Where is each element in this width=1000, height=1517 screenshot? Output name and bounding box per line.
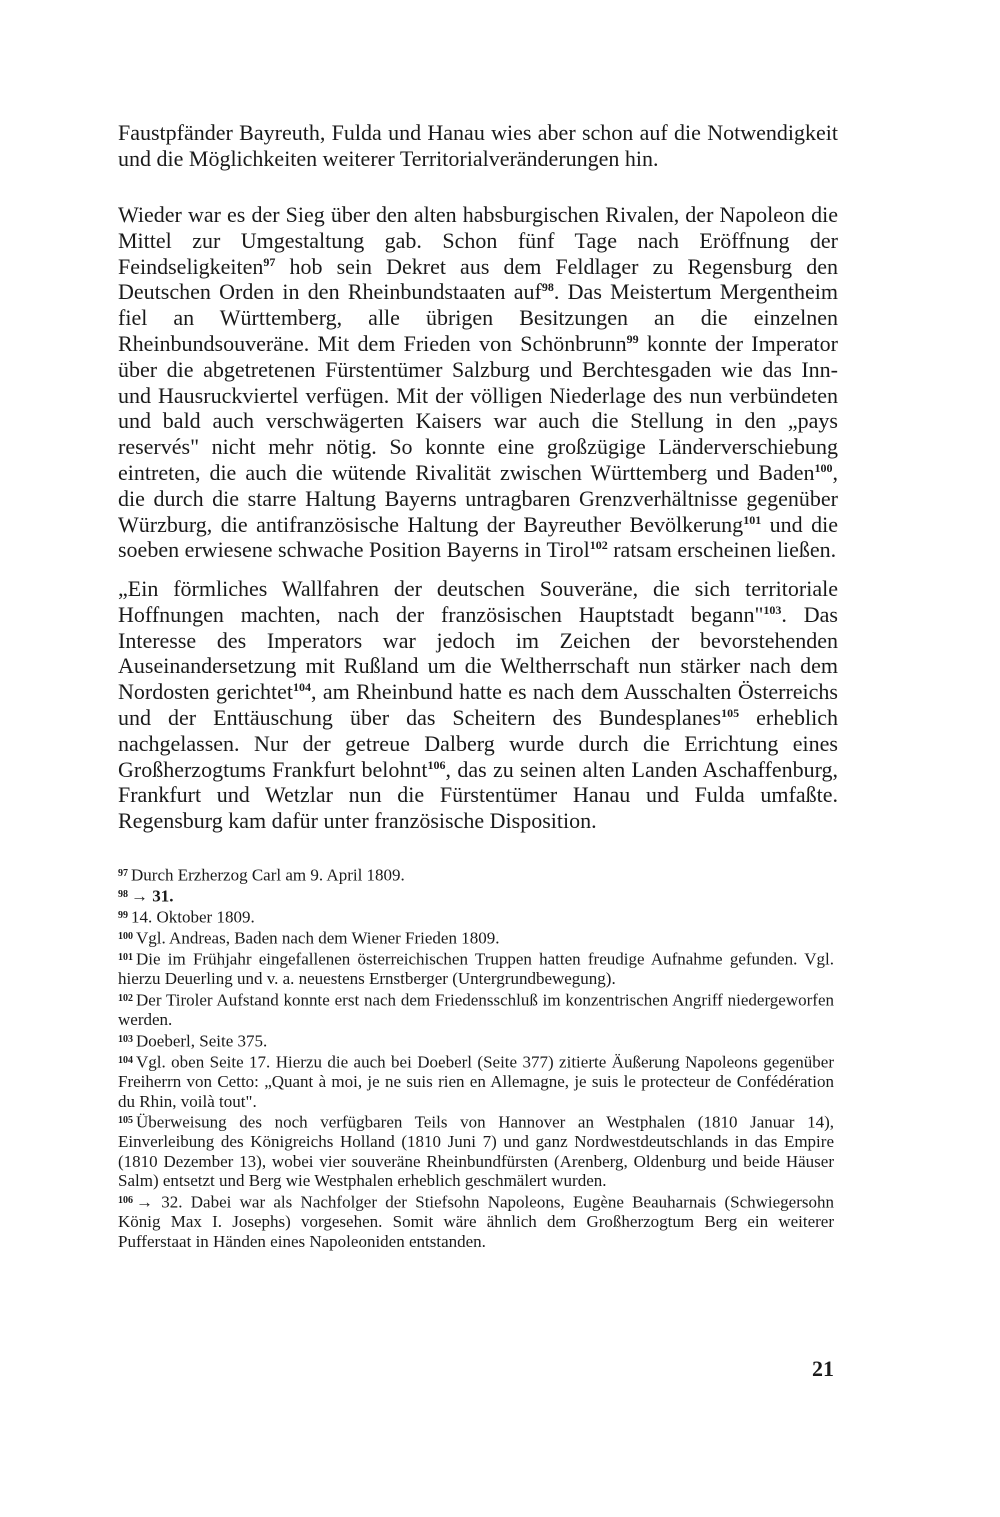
footnote-mark: 104 [118,1054,133,1066]
footnote [118,906,834,927]
footnote-text: Doeberl, Seite 375. [136,1031,268,1051]
paragraph-3-text: erheblich nachgelassen. Nur der getreue Dalberg wurde durch die Errichtung eines Großherzogtums Frankfurt belohnt [118,704,838,782]
footnote-ref-101: 101 [743,512,762,527]
footnote [118,948,834,989]
page-number: 21 [812,1356,834,1381]
footnote-mark: 100 [118,931,133,943]
paragraph-2-text: , die durch die starre Haltung Bayerns untragbaren Grenzverhältnisse gegenüber Würzburg, die antifranzösische Haltung der Bayreuther Bevölkerung [118,459,838,537]
footnote-mark: 106 [118,1195,133,1206]
footnote-text: 14. Oktober 1809. [131,907,255,927]
paragraph-1-text: Faustpfänder Bayreuth, Fulda und Hanau wies aber schon auf die Notwendigkeit und die Möglichkeiten weiterer Territorialveränderungen hin. [118,120,838,171]
paragraph-3-text: , das zu seinen alten Landen Aschaffenburg, Frankfurt und Wetzlar nun die Fürstentümer Hanau und Fulda umfaßte. Regensburg kam dafür unter französische Disposition. [118,756,839,834]
footnote [118,1051,834,1111]
footnote [118,927,834,948]
footnote [118,989,834,1030]
footnote-mark: 98 [118,889,128,901]
footnote-mark: 102 [118,993,133,1005]
paragraph-2 [118,202,838,563]
paragraph-3 [118,576,838,834]
paragraph-2-text: und die soeben erwiesene schwache Position Bayerns in Tirol [118,511,838,563]
paragraph-3-text: , am Rheinbund hatte es nach dem Ausschalten Österreichs und der Enttäuschung über das Scheitern des Bundesplanes [118,679,838,730]
footnote-text: Überweisung des noch verfügbaren Teils von Hannover an Westphalen (1810 Januar 14), Einverleibung des Königreichs Holland (1810 Juni 7) und ganz Nordwestdeutschlands in das Empire (1810 Dezember 13), wobei vier souveräne Rheinbundfürsten (Arenberg, Oldenburg und beide Häuser Salm) entsetzt und Berg wie Westphalen erheblich geschmälert wurden. [118,1112,834,1191]
footnote-ref-97: 97 [263,254,276,269]
paragraph-2-text: konnte der Imperator über die abgetretenen Fürstentümer Salzburg und Berchtesgaden wie das Inn- und Hausruckviertel verfügen. Mit der völligen Niederlage des nun verbündeten und bald auch verschwägerten Kaisers war auch die Stellung in den „pays reservés" nicht mehr nötig. So konnte eine großzügige Länderverschiebung eintreten, die auch die wütende Rivalität zwischen Württemberg und Baden [118,330,838,485]
footnote-text: Der Tiroler Aufstand konnte erst nach dem Friedensschluß im konzentrischen Angriff niedergeworfen werden. [118,990,834,1030]
paragraph-3-text: . Das Interesse des Imperators war jedoch im Zeichen der bevorstehenden Auseinandersetzung mit Rußland um die Weltherrschaft nun stärker nach dem Nordosten gerichtet [118,601,838,705]
footnote-text: → 32. Dabei war als Nachfolger der Stiefsohn Napoleons, Eugène Beauharnais (Schwiegersohn König Max I. Josephs) vorgesehen. Somit wäre ähnlich dem Großherzogtum Berg ein weiterer Pufferstaat in Händen eines Napoleoniden entstanden. [118,1192,834,1251]
paragraph-2-text: . Das Meistertum Mergentheim fiel an Württemberg, alle übrigen Besitzungen an die einzelnen Rheinbundsouveräne. Mit dem Frieden von Schönbrunn [118,279,838,356]
footnote-mark: 103 [118,1033,133,1045]
footnote-ref-105: 105 [721,706,740,721]
footnote-text: Durch Erzherzog Carl am 9. April 1809. [131,865,405,885]
footnote [118,885,834,906]
footnote-ref-98: 98 [541,280,554,295]
footnote [118,1030,834,1051]
footnote-ref-99: 99 [626,332,639,347]
footnote-ref-102: 102 [589,538,608,553]
footnote-text: → 31. [131,886,174,906]
footnote-mark: 99 [118,910,128,922]
footnote-ref-103: 103 [763,603,782,617]
footnote [118,864,834,885]
footnote [118,1111,834,1191]
footnote-text: Die im Frühjahr eingefallenen österreichischen Truppen hatten freudige Aufnahme gefunden. Vgl. hierzu Deuerling und v. a. neuestens Ernstberger (Untergrundbewegung). [118,949,834,989]
paragraph-2-text: ratsam erscheinen ließen. [607,537,837,563]
footnotes [118,864,834,1251]
footnote-mark: 97 [118,868,128,879]
footnote-ref-104: 104 [293,680,311,695]
footnote-mark: 101 [118,952,133,964]
footnote-text: Vgl. oben Seite 17. Hierzu die auch bei Doeberl (Seite 377) zitierte Äußerung Napoleons gegenüber Freiherrn von Cetto: „Quant à moi, je ne suis rien en Allemagne, je suis le protecteur de Confédération du Rhin, voilà tout". [118,1052,834,1111]
paragraph-1 [118,120,838,172]
footnote-text: Vgl. Andreas, Baden nach dem Wiener Frieden 1809. [136,928,500,948]
footnote [118,1191,834,1251]
paragraph-2-text: hob sein Dekret aus dem Feldlager zu Regensburg den Deutschen Orden in den Rheinbundstaaten auf [118,253,838,305]
footnote-ref-100: 100 [814,461,833,476]
footnote-ref-106: 106 [427,757,446,772]
footnote-mark: 105 [118,1115,133,1127]
paragraph-2-text: Wieder war es der Sieg über den alten habsburgischen Rivalen, der Napoleon die Mittel zur Umgestaltung gab. Schon fünf Tage nach Eröffnung der Feindseligkeiten [118,202,838,279]
paragraph-3-text: „Ein förmliches Wallfahren der deutschen Souveräne, die sich territoriale Hoffnungen machten, nach der französischen Hauptstadt begann" [118,576,838,627]
